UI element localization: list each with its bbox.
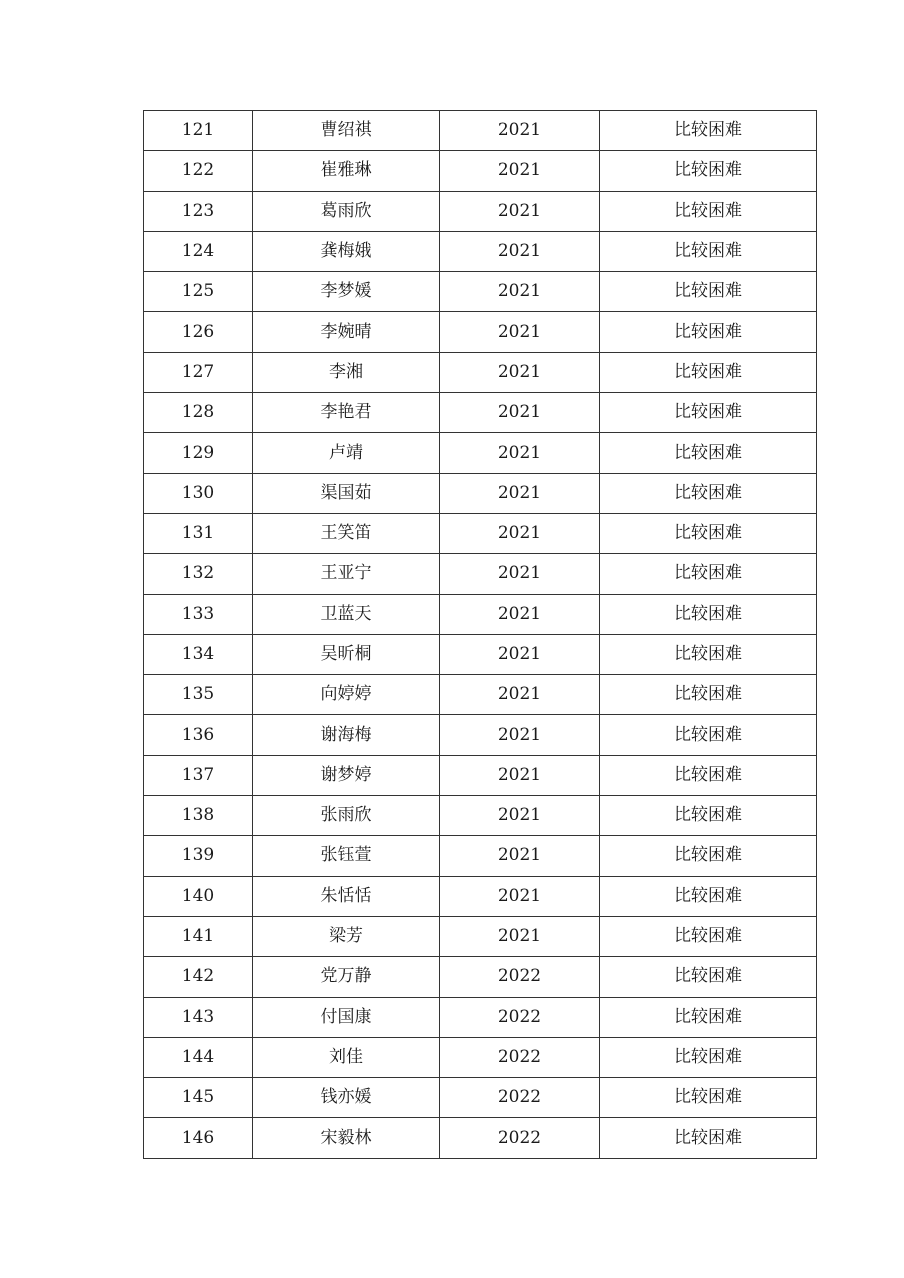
table-row <box>144 513 817 553</box>
cell-name: 卢靖 <box>253 433 440 473</box>
cell-number: 140 <box>144 876 253 916</box>
table-row <box>144 433 817 473</box>
cell-difficulty: 比较困难 <box>600 594 817 634</box>
cell-year: 2021 <box>440 796 600 836</box>
cell-name: 龚梅娥 <box>253 231 440 271</box>
table-row <box>144 272 817 312</box>
cell-name: 张雨欣 <box>253 796 440 836</box>
cell-year: 2021 <box>440 272 600 312</box>
cell-difficulty: 比较困难 <box>600 554 817 594</box>
cell-name: 葛雨欣 <box>253 191 440 231</box>
cell-year: 2022 <box>440 957 600 997</box>
cell-year: 2021 <box>440 231 600 271</box>
cell-year: 2021 <box>440 151 600 191</box>
cell-number: 139 <box>144 836 253 876</box>
cell-year: 2021 <box>440 473 600 513</box>
table-row <box>144 231 817 271</box>
cell-difficulty: 比较困难 <box>600 1078 817 1118</box>
table-row <box>144 957 817 997</box>
table-row <box>144 675 817 715</box>
cell-year: 2021 <box>440 916 600 956</box>
cell-difficulty: 比较困难 <box>600 393 817 433</box>
cell-name: 曹绍祺 <box>253 111 440 151</box>
cell-year: 2021 <box>440 393 600 433</box>
cell-difficulty: 比较困难 <box>600 997 817 1037</box>
table-row <box>144 796 817 836</box>
cell-name: 朱恬恬 <box>253 876 440 916</box>
table-row <box>144 1118 817 1158</box>
cell-number: 138 <box>144 796 253 836</box>
cell-name: 刘佳 <box>253 1037 440 1077</box>
table-row <box>144 876 817 916</box>
cell-number: 127 <box>144 352 253 392</box>
table-row <box>144 151 817 191</box>
cell-difficulty: 比较困难 <box>600 957 817 997</box>
cell-number: 135 <box>144 675 253 715</box>
cell-year: 2022 <box>440 1078 600 1118</box>
cell-number: 128 <box>144 393 253 433</box>
table-row <box>144 473 817 513</box>
cell-number: 145 <box>144 1078 253 1118</box>
cell-number: 142 <box>144 957 253 997</box>
cell-difficulty: 比较困难 <box>600 1037 817 1077</box>
cell-difficulty: 比较困难 <box>600 715 817 755</box>
cell-name: 付国康 <box>253 997 440 1037</box>
student-table-container <box>143 110 816 1159</box>
cell-number: 125 <box>144 272 253 312</box>
cell-name: 崔雅琳 <box>253 151 440 191</box>
student-table <box>143 110 817 1159</box>
cell-year: 2022 <box>440 997 600 1037</box>
table-row <box>144 634 817 674</box>
cell-difficulty: 比较困难 <box>600 272 817 312</box>
cell-difficulty: 比较困难 <box>600 473 817 513</box>
cell-difficulty: 比较困难 <box>600 312 817 352</box>
cell-name: 张钰萱 <box>253 836 440 876</box>
cell-name: 宋毅林 <box>253 1118 440 1158</box>
cell-difficulty: 比较困难 <box>600 191 817 231</box>
cell-year: 2021 <box>440 675 600 715</box>
cell-year: 2021 <box>440 513 600 553</box>
cell-difficulty: 比较困难 <box>600 151 817 191</box>
cell-number: 121 <box>144 111 253 151</box>
table-row <box>144 755 817 795</box>
cell-name: 李湘 <box>253 352 440 392</box>
cell-difficulty: 比较困难 <box>600 352 817 392</box>
cell-year: 2021 <box>440 594 600 634</box>
cell-name: 梁芳 <box>253 916 440 956</box>
cell-year: 2021 <box>440 312 600 352</box>
cell-number: 144 <box>144 1037 253 1077</box>
table-body <box>144 111 817 1159</box>
table-row <box>144 111 817 151</box>
cell-name: 李梦媛 <box>253 272 440 312</box>
cell-number: 134 <box>144 634 253 674</box>
cell-difficulty: 比较困难 <box>600 796 817 836</box>
cell-number: 136 <box>144 715 253 755</box>
cell-difficulty: 比较困难 <box>600 231 817 271</box>
cell-year: 2021 <box>440 191 600 231</box>
table-row <box>144 715 817 755</box>
cell-name: 李艳君 <box>253 393 440 433</box>
cell-number: 146 <box>144 1118 253 1158</box>
cell-name: 李婉晴 <box>253 312 440 352</box>
table-row <box>144 191 817 231</box>
cell-number: 126 <box>144 312 253 352</box>
table-row <box>144 1037 817 1077</box>
table-row <box>144 393 817 433</box>
cell-name: 吴昕桐 <box>253 634 440 674</box>
cell-number: 137 <box>144 755 253 795</box>
table-row <box>144 554 817 594</box>
cell-difficulty: 比较困难 <box>600 916 817 956</box>
cell-difficulty: 比较困难 <box>600 755 817 795</box>
cell-year: 2021 <box>440 111 600 151</box>
table-row <box>144 836 817 876</box>
cell-difficulty: 比较困难 <box>600 1118 817 1158</box>
table-row <box>144 997 817 1037</box>
cell-difficulty: 比较困难 <box>600 675 817 715</box>
cell-number: 130 <box>144 473 253 513</box>
cell-year: 2021 <box>440 836 600 876</box>
cell-name: 王亚宁 <box>253 554 440 594</box>
cell-year: 2022 <box>440 1037 600 1077</box>
cell-number: 124 <box>144 231 253 271</box>
cell-number: 133 <box>144 594 253 634</box>
cell-name: 谢海梅 <box>253 715 440 755</box>
cell-year: 2021 <box>440 755 600 795</box>
cell-name: 钱亦媛 <box>253 1078 440 1118</box>
cell-difficulty: 比较困难 <box>600 876 817 916</box>
cell-number: 122 <box>144 151 253 191</box>
cell-number: 143 <box>144 997 253 1037</box>
cell-year: 2021 <box>440 433 600 473</box>
cell-number: 141 <box>144 916 253 956</box>
cell-year: 2021 <box>440 634 600 674</box>
cell-difficulty: 比较困难 <box>600 433 817 473</box>
cell-year: 2022 <box>440 1118 600 1158</box>
cell-number: 129 <box>144 433 253 473</box>
cell-name: 向婷婷 <box>253 675 440 715</box>
table-row <box>144 1078 817 1118</box>
table-row <box>144 916 817 956</box>
cell-year: 2021 <box>440 352 600 392</box>
cell-difficulty: 比较困难 <box>600 111 817 151</box>
cell-year: 2021 <box>440 876 600 916</box>
cell-difficulty: 比较困难 <box>600 836 817 876</box>
table-row <box>144 594 817 634</box>
cell-name: 卫蓝天 <box>253 594 440 634</box>
cell-year: 2021 <box>440 715 600 755</box>
cell-year: 2021 <box>440 554 600 594</box>
cell-name: 谢梦婷 <box>253 755 440 795</box>
table-row <box>144 312 817 352</box>
cell-difficulty: 比较困难 <box>600 513 817 553</box>
cell-number: 123 <box>144 191 253 231</box>
cell-number: 131 <box>144 513 253 553</box>
cell-difficulty: 比较困难 <box>600 634 817 674</box>
cell-number: 132 <box>144 554 253 594</box>
table-row <box>144 352 817 392</box>
cell-name: 渠国茹 <box>253 473 440 513</box>
cell-name: 王笑笛 <box>253 513 440 553</box>
cell-name: 党万静 <box>253 957 440 997</box>
